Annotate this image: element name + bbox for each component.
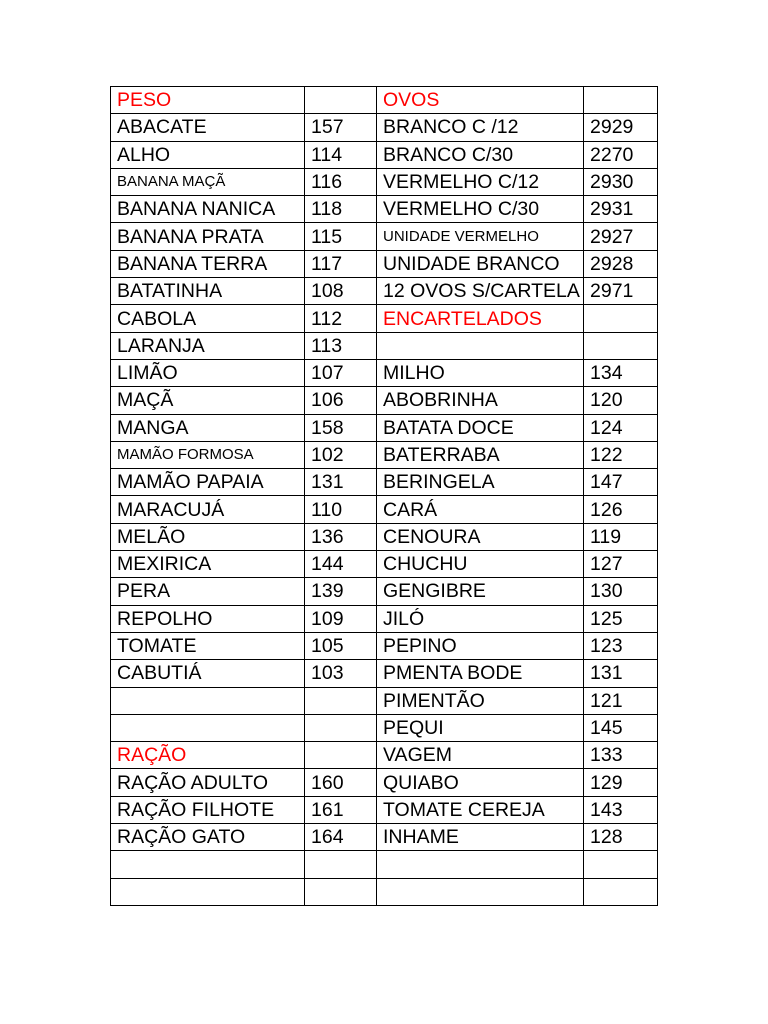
product-name-cell: 12 OVOS S/CARTELA bbox=[377, 278, 584, 305]
product-name-cell: BANANA MAÇÃ bbox=[111, 168, 305, 195]
table-row bbox=[111, 359, 658, 386]
product-code-cell: 2927 bbox=[584, 223, 658, 250]
empty-cell bbox=[111, 687, 305, 714]
product-code-cell: 139 bbox=[305, 578, 377, 605]
product-name-cell: CARÁ bbox=[377, 496, 584, 523]
product-code-cell: 123 bbox=[584, 632, 658, 659]
product-code-cell: 121 bbox=[584, 687, 658, 714]
product-code-cell: 120 bbox=[584, 387, 658, 414]
empty-cell bbox=[111, 714, 305, 741]
product-code-cell: 131 bbox=[305, 469, 377, 496]
table-row bbox=[111, 168, 658, 195]
product-name-cell: CENOURA bbox=[377, 523, 584, 550]
product-name-cell: CABOLA bbox=[111, 305, 305, 332]
table-row bbox=[111, 496, 658, 523]
empty-cell bbox=[305, 687, 377, 714]
product-name-cell: RAÇÃO ADULTO bbox=[111, 769, 305, 796]
product-code-cell: 2930 bbox=[584, 168, 658, 195]
product-name-cell: QUIABO bbox=[377, 769, 584, 796]
product-name-cell: MAMÃO FORMOSA bbox=[111, 441, 305, 468]
product-name-cell: ABOBRINHA bbox=[377, 387, 584, 414]
product-code-cell: 131 bbox=[584, 660, 658, 687]
product-name-cell: MANGA bbox=[111, 414, 305, 441]
product-code-cell: 2931 bbox=[584, 196, 658, 223]
product-code-cell: 145 bbox=[584, 714, 658, 741]
product-code-cell: 105 bbox=[305, 632, 377, 659]
table-row bbox=[111, 551, 658, 578]
table-row bbox=[111, 387, 658, 414]
section-header-cell: ENCARTELADOS bbox=[377, 305, 584, 332]
product-code-cell: 157 bbox=[305, 114, 377, 141]
empty-cell bbox=[305, 714, 377, 741]
product-name-cell: RAÇÃO GATO bbox=[111, 824, 305, 851]
empty-cell bbox=[584, 851, 658, 878]
table-row bbox=[111, 687, 658, 714]
product-code-cell: 125 bbox=[584, 605, 658, 632]
product-code-cell: 129 bbox=[584, 769, 658, 796]
product-name-cell: BATATINHA bbox=[111, 278, 305, 305]
table-row bbox=[111, 332, 658, 359]
product-name-cell: BRANCO C /12 bbox=[377, 114, 584, 141]
product-name-cell: MEXIRICA bbox=[111, 551, 305, 578]
table-row bbox=[111, 660, 658, 687]
product-name-cell: PEQUI bbox=[377, 714, 584, 741]
table-row bbox=[111, 742, 658, 769]
product-name-cell: CHUCHU bbox=[377, 551, 584, 578]
product-name-cell: BANANA TERRA bbox=[111, 250, 305, 277]
table-row bbox=[111, 523, 658, 550]
table-row bbox=[111, 469, 658, 496]
table-row bbox=[111, 769, 658, 796]
product-code-cell: 127 bbox=[584, 551, 658, 578]
product-name-cell: GENGIBRE bbox=[377, 578, 584, 605]
product-code-cell: 133 bbox=[584, 742, 658, 769]
table-row bbox=[111, 714, 658, 741]
product-name-cell: INHAME bbox=[377, 824, 584, 851]
table-row bbox=[111, 851, 658, 878]
table-row bbox=[111, 632, 658, 659]
table-row bbox=[111, 87, 658, 114]
table-row bbox=[111, 278, 658, 305]
table-row bbox=[111, 441, 658, 468]
table-body bbox=[111, 87, 658, 906]
product-code-cell: 103 bbox=[305, 660, 377, 687]
product-name-cell: BANANA NANICA bbox=[111, 196, 305, 223]
empty-cell bbox=[305, 742, 377, 769]
empty-cell bbox=[305, 87, 377, 114]
section-header-cell: PESO bbox=[111, 87, 305, 114]
product-code-cell: 112 bbox=[305, 305, 377, 332]
table-row bbox=[111, 796, 658, 823]
product-name-cell: UNIDADE VERMELHO bbox=[377, 223, 584, 250]
product-name-cell: BATERRABA bbox=[377, 441, 584, 468]
product-code-cell: 2270 bbox=[584, 141, 658, 168]
product-code-cell: 160 bbox=[305, 769, 377, 796]
product-name-cell: MAMÃO PAPAIA bbox=[111, 469, 305, 496]
product-code-cell: 124 bbox=[584, 414, 658, 441]
empty-cell bbox=[111, 878, 305, 905]
product-name-cell: UNIDADE BRANCO bbox=[377, 250, 584, 277]
section-header-cell: RAÇÃO bbox=[111, 742, 305, 769]
product-name-cell: ALHO bbox=[111, 141, 305, 168]
product-name-cell: VAGEM bbox=[377, 742, 584, 769]
empty-cell bbox=[377, 851, 584, 878]
product-code-cell: 134 bbox=[584, 359, 658, 386]
product-name-cell: MELÃO bbox=[111, 523, 305, 550]
product-name-cell: BRANCO C/30 bbox=[377, 141, 584, 168]
empty-cell bbox=[377, 332, 584, 359]
table-row bbox=[111, 305, 658, 332]
table-row bbox=[111, 114, 658, 141]
product-code-cell: 147 bbox=[584, 469, 658, 496]
product-code-cell: 126 bbox=[584, 496, 658, 523]
product-code-cell: 117 bbox=[305, 250, 377, 277]
product-code-cell: 2971 bbox=[584, 278, 658, 305]
empty-cell bbox=[305, 851, 377, 878]
product-name-cell: CABUTIÁ bbox=[111, 660, 305, 687]
product-code-cell: 2928 bbox=[584, 250, 658, 277]
product-code-cell: 144 bbox=[305, 551, 377, 578]
product-code-cell: 115 bbox=[305, 223, 377, 250]
product-name-cell: JILÓ bbox=[377, 605, 584, 632]
product-code-cell: 143 bbox=[584, 796, 658, 823]
product-code-cell: 108 bbox=[305, 278, 377, 305]
product-name-cell: LIMÃO bbox=[111, 359, 305, 386]
table-row bbox=[111, 878, 658, 905]
table-row bbox=[111, 196, 658, 223]
product-code-cell: 107 bbox=[305, 359, 377, 386]
product-name-cell: REPOLHO bbox=[111, 605, 305, 632]
table-row bbox=[111, 141, 658, 168]
product-name-cell: BERINGELA bbox=[377, 469, 584, 496]
product-code-table bbox=[110, 86, 658, 906]
product-name-cell: PIMENTÃO bbox=[377, 687, 584, 714]
product-name-cell: ABACATE bbox=[111, 114, 305, 141]
product-name-cell: TOMATE CEREJA bbox=[377, 796, 584, 823]
empty-cell bbox=[584, 305, 658, 332]
product-name-cell: MILHO bbox=[377, 359, 584, 386]
product-name-cell: PERA bbox=[111, 578, 305, 605]
product-name-cell: PEPINO bbox=[377, 632, 584, 659]
empty-cell bbox=[584, 87, 658, 114]
product-name-cell: VERMELHO C/12 bbox=[377, 168, 584, 195]
product-code-cell: 110 bbox=[305, 496, 377, 523]
product-name-cell: TOMATE bbox=[111, 632, 305, 659]
product-code-cell: 118 bbox=[305, 196, 377, 223]
product-code-cell: 102 bbox=[305, 441, 377, 468]
product-name-cell: MAÇÃ bbox=[111, 387, 305, 414]
empty-cell bbox=[584, 878, 658, 905]
product-code-cell: 109 bbox=[305, 605, 377, 632]
product-code-cell: 130 bbox=[584, 578, 658, 605]
product-code-cell: 116 bbox=[305, 168, 377, 195]
table-row bbox=[111, 414, 658, 441]
product-name-cell: RAÇÃO FILHOTE bbox=[111, 796, 305, 823]
product-name-cell: VERMELHO C/30 bbox=[377, 196, 584, 223]
product-code-cell: 114 bbox=[305, 141, 377, 168]
product-code-cell: 128 bbox=[584, 824, 658, 851]
table-row bbox=[111, 223, 658, 250]
product-code-cell: 158 bbox=[305, 414, 377, 441]
product-code-cell: 113 bbox=[305, 332, 377, 359]
product-code-cell: 106 bbox=[305, 387, 377, 414]
product-name-cell: LARANJA bbox=[111, 332, 305, 359]
product-code-cell: 164 bbox=[305, 824, 377, 851]
product-code-cell: 161 bbox=[305, 796, 377, 823]
product-name-cell: BANANA PRATA bbox=[111, 223, 305, 250]
empty-cell bbox=[377, 878, 584, 905]
section-header-cell: OVOS bbox=[377, 87, 584, 114]
product-name-cell: PMENTA BODE bbox=[377, 660, 584, 687]
product-code-cell: 122 bbox=[584, 441, 658, 468]
empty-cell bbox=[584, 332, 658, 359]
table-row bbox=[111, 250, 658, 277]
empty-cell bbox=[305, 878, 377, 905]
product-code-cell: 136 bbox=[305, 523, 377, 550]
table-row bbox=[111, 605, 658, 632]
product-name-cell: BATATA DOCE bbox=[377, 414, 584, 441]
product-code-cell: 2929 bbox=[584, 114, 658, 141]
table-row bbox=[111, 578, 658, 605]
product-name-cell: MARACUJÁ bbox=[111, 496, 305, 523]
table-row bbox=[111, 824, 658, 851]
product-code-cell: 119 bbox=[584, 523, 658, 550]
empty-cell bbox=[111, 851, 305, 878]
